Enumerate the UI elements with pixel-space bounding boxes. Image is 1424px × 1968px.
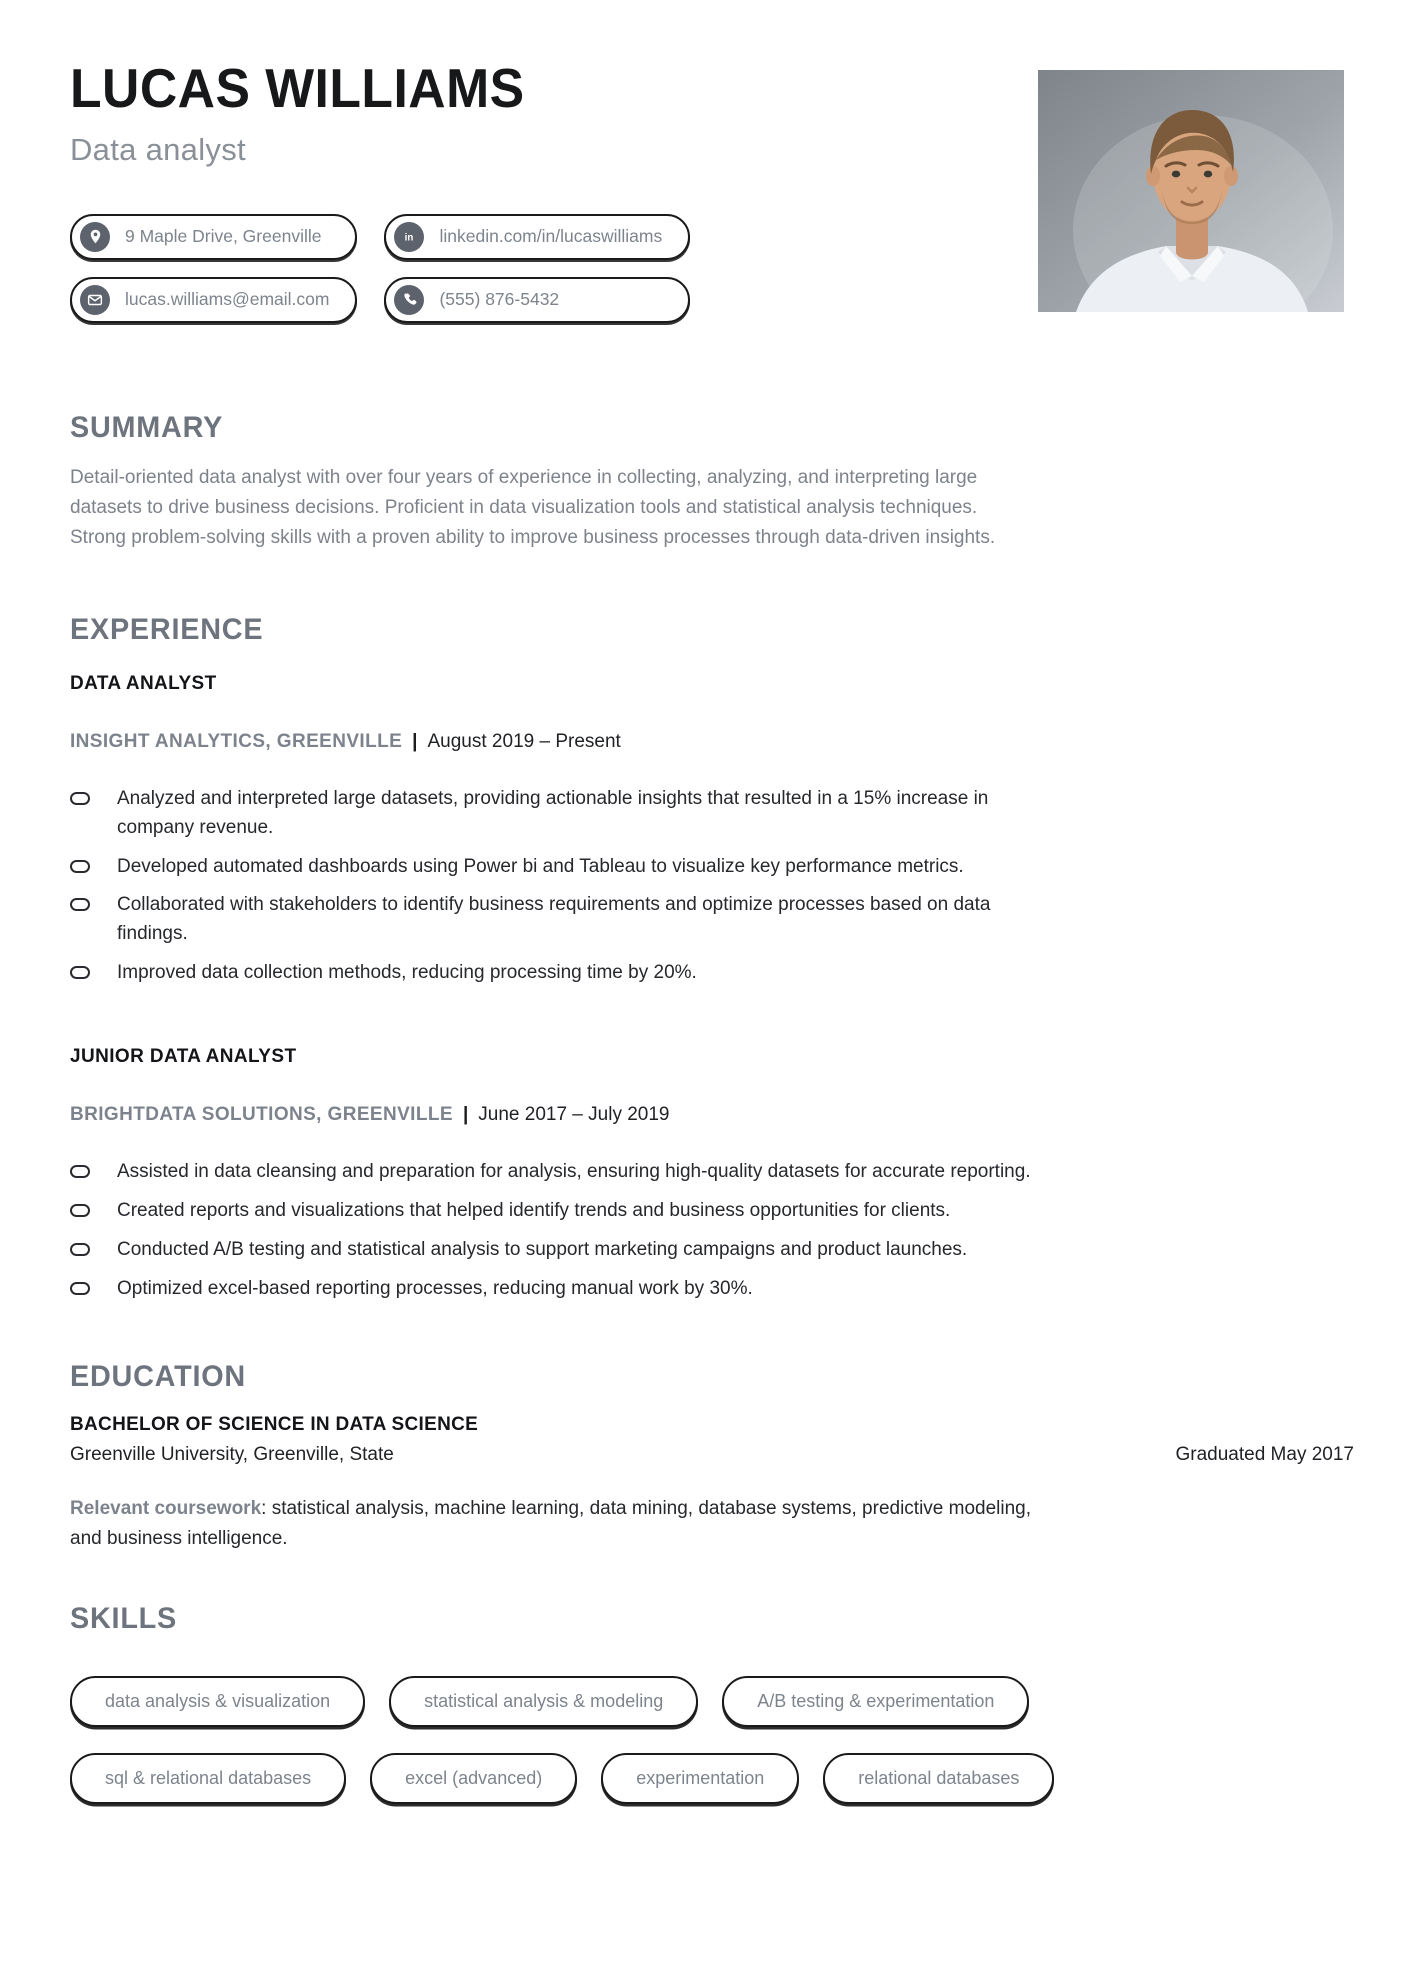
skill-pill: data analysis & visualization — [70, 1676, 365, 1727]
bullet-marker-icon — [70, 1243, 90, 1256]
section-summary — [70, 411, 1354, 553]
phone-icon — [394, 285, 424, 315]
job-company: BRIGHTDATA SOLUTIONS, GREENVILLE — [70, 1104, 453, 1126]
job-separator: | — [462, 1104, 469, 1126]
contact-pill-location — [70, 214, 357, 260]
coursework — [70, 1494, 1055, 1554]
school-row — [70, 1444, 1354, 1466]
job-entry — [70, 1046, 1354, 1304]
skill-list — [70, 1676, 1354, 1804]
bullet-text: Improved data collection methods, reducing processing time by 20%. — [117, 962, 697, 984]
coursework-text: : statistical analysis, machine learning, data mining, database systems, predictive modeling, and business intelligence. — [70, 1497, 1032, 1549]
job-dates: August 2019 – Present — [427, 730, 621, 752]
bullet-marker-icon — [70, 898, 90, 911]
profile-photo-illustration — [1038, 70, 1344, 312]
skill-pill: statistical analysis & modeling — [389, 1676, 698, 1727]
contact-pill-email — [70, 277, 357, 323]
bullet-marker-icon — [70, 1165, 90, 1178]
linkedin-icon — [394, 222, 424, 252]
bullet-marker-icon — [70, 1204, 90, 1217]
contact-pill-linkedin — [384, 214, 690, 260]
svg-text:in: in — [405, 232, 414, 244]
location-icon — [80, 222, 110, 252]
summary-text: Detail-oriented data analyst with over four years of experience in collecting, analyzing, and interpreting large datasets to drive business decisions. Proficient in data visualization tools and statistical analysis techniques. Strong problem-solving skills with a proven ability to improve business processes through data-driven insights. — [70, 466, 996, 548]
contact-text: (555) 876-5432 — [439, 289, 560, 310]
experience-heading: EXPERIENCE — [70, 612, 264, 646]
bullet-text: Analyzed and interpreted large datasets, providing actionable insights that resulted in a 15% increase in company revenue. — [117, 787, 989, 838]
bullet-text: Optimized excel-based reporting processes, reducing manual work by 30%. — [117, 1277, 753, 1299]
skill-pill: relational databases — [823, 1753, 1054, 1804]
job-entry — [70, 673, 1354, 988]
bullet-marker-icon — [70, 860, 90, 873]
job-list — [70, 673, 1354, 1304]
job-bullet — [70, 853, 1070, 882]
coursework-label: Relevant coursework — [70, 1497, 262, 1519]
bullet-marker-icon — [70, 792, 90, 805]
email-icon — [80, 285, 110, 315]
bullet-text: Assisted in data cleansing and preparation for analysis, ensuring high-quality datasets for accurate reporting. — [117, 1161, 1031, 1183]
degree-title: BACHELOR OF SCIENCE IN DATA SCIENCE — [70, 1413, 479, 1435]
job-bullet — [70, 959, 1070, 988]
skills-heading: SKILLS — [70, 1601, 178, 1635]
skill-pill: A/B testing & experimentation — [722, 1676, 1029, 1727]
bullet-marker-icon — [70, 1282, 90, 1295]
profile-photo — [1038, 70, 1344, 312]
company-line — [70, 731, 1354, 753]
bullet-text: Collaborated with stakeholders to identify business requirements and optimize processes based on data findings. — [117, 894, 991, 945]
bullet-text: Conducted A/B testing and statistical analysis to support marketing campaigns and product launches. — [117, 1238, 968, 1260]
job-separator: | — [412, 730, 418, 752]
job-bullet — [70, 1236, 1070, 1265]
person-name: LUCAS WILLIAMS — [70, 57, 525, 119]
job-dates: June 2017 – July 2019 — [478, 1104, 670, 1126]
school-name: Greenville University, Greenville, State — [70, 1443, 394, 1465]
skill-row — [70, 1676, 1354, 1727]
education-heading: EDUCATION — [70, 1359, 246, 1393]
job-bullet — [70, 1158, 1070, 1187]
bullet-marker-icon — [70, 966, 90, 979]
job-bullet — [70, 1197, 1070, 1226]
section-experience — [70, 613, 1354, 1304]
skill-row — [70, 1753, 1354, 1804]
job-bullet — [70, 1275, 1070, 1304]
company-line — [70, 1104, 1354, 1126]
contact-text: lucas.williams@email.com — [125, 289, 330, 310]
person-job-title: Data analyst — [70, 131, 246, 167]
job-title: JUNIOR DATA ANALYST — [70, 1046, 297, 1068]
contact-text: 9 Maple Drive, Greenville — [125, 226, 322, 247]
contact-pill-phone — [384, 277, 690, 323]
graduation-date: Graduated May 2017 — [1175, 1443, 1354, 1465]
job-bullet — [70, 891, 1070, 949]
contact-text: linkedin.com/in/lucaswilliams — [439, 226, 663, 247]
job-bullets — [70, 1158, 1070, 1304]
skill-pill: experimentation — [601, 1753, 799, 1804]
bullet-text: Created reports and visualizations that helped identify trends and business opportunities for clients. — [117, 1199, 951, 1221]
job-title: DATA ANALYST — [70, 672, 217, 694]
summary-heading: SUMMARY — [70, 410, 224, 444]
job-bullet — [70, 785, 1070, 843]
bullet-text: Developed automated dashboards using Power bi and Tableau to visualize key performance metrics. — [117, 855, 964, 877]
job-company: INSIGHT ANALYTICS, GREENVILLE — [70, 730, 403, 752]
skill-pill: excel (advanced) — [370, 1753, 577, 1804]
job-bullets — [70, 785, 1070, 988]
section-skills — [70, 1602, 1354, 1804]
section-education — [70, 1360, 1354, 1554]
skill-pill: sql & relational databases — [70, 1753, 346, 1804]
